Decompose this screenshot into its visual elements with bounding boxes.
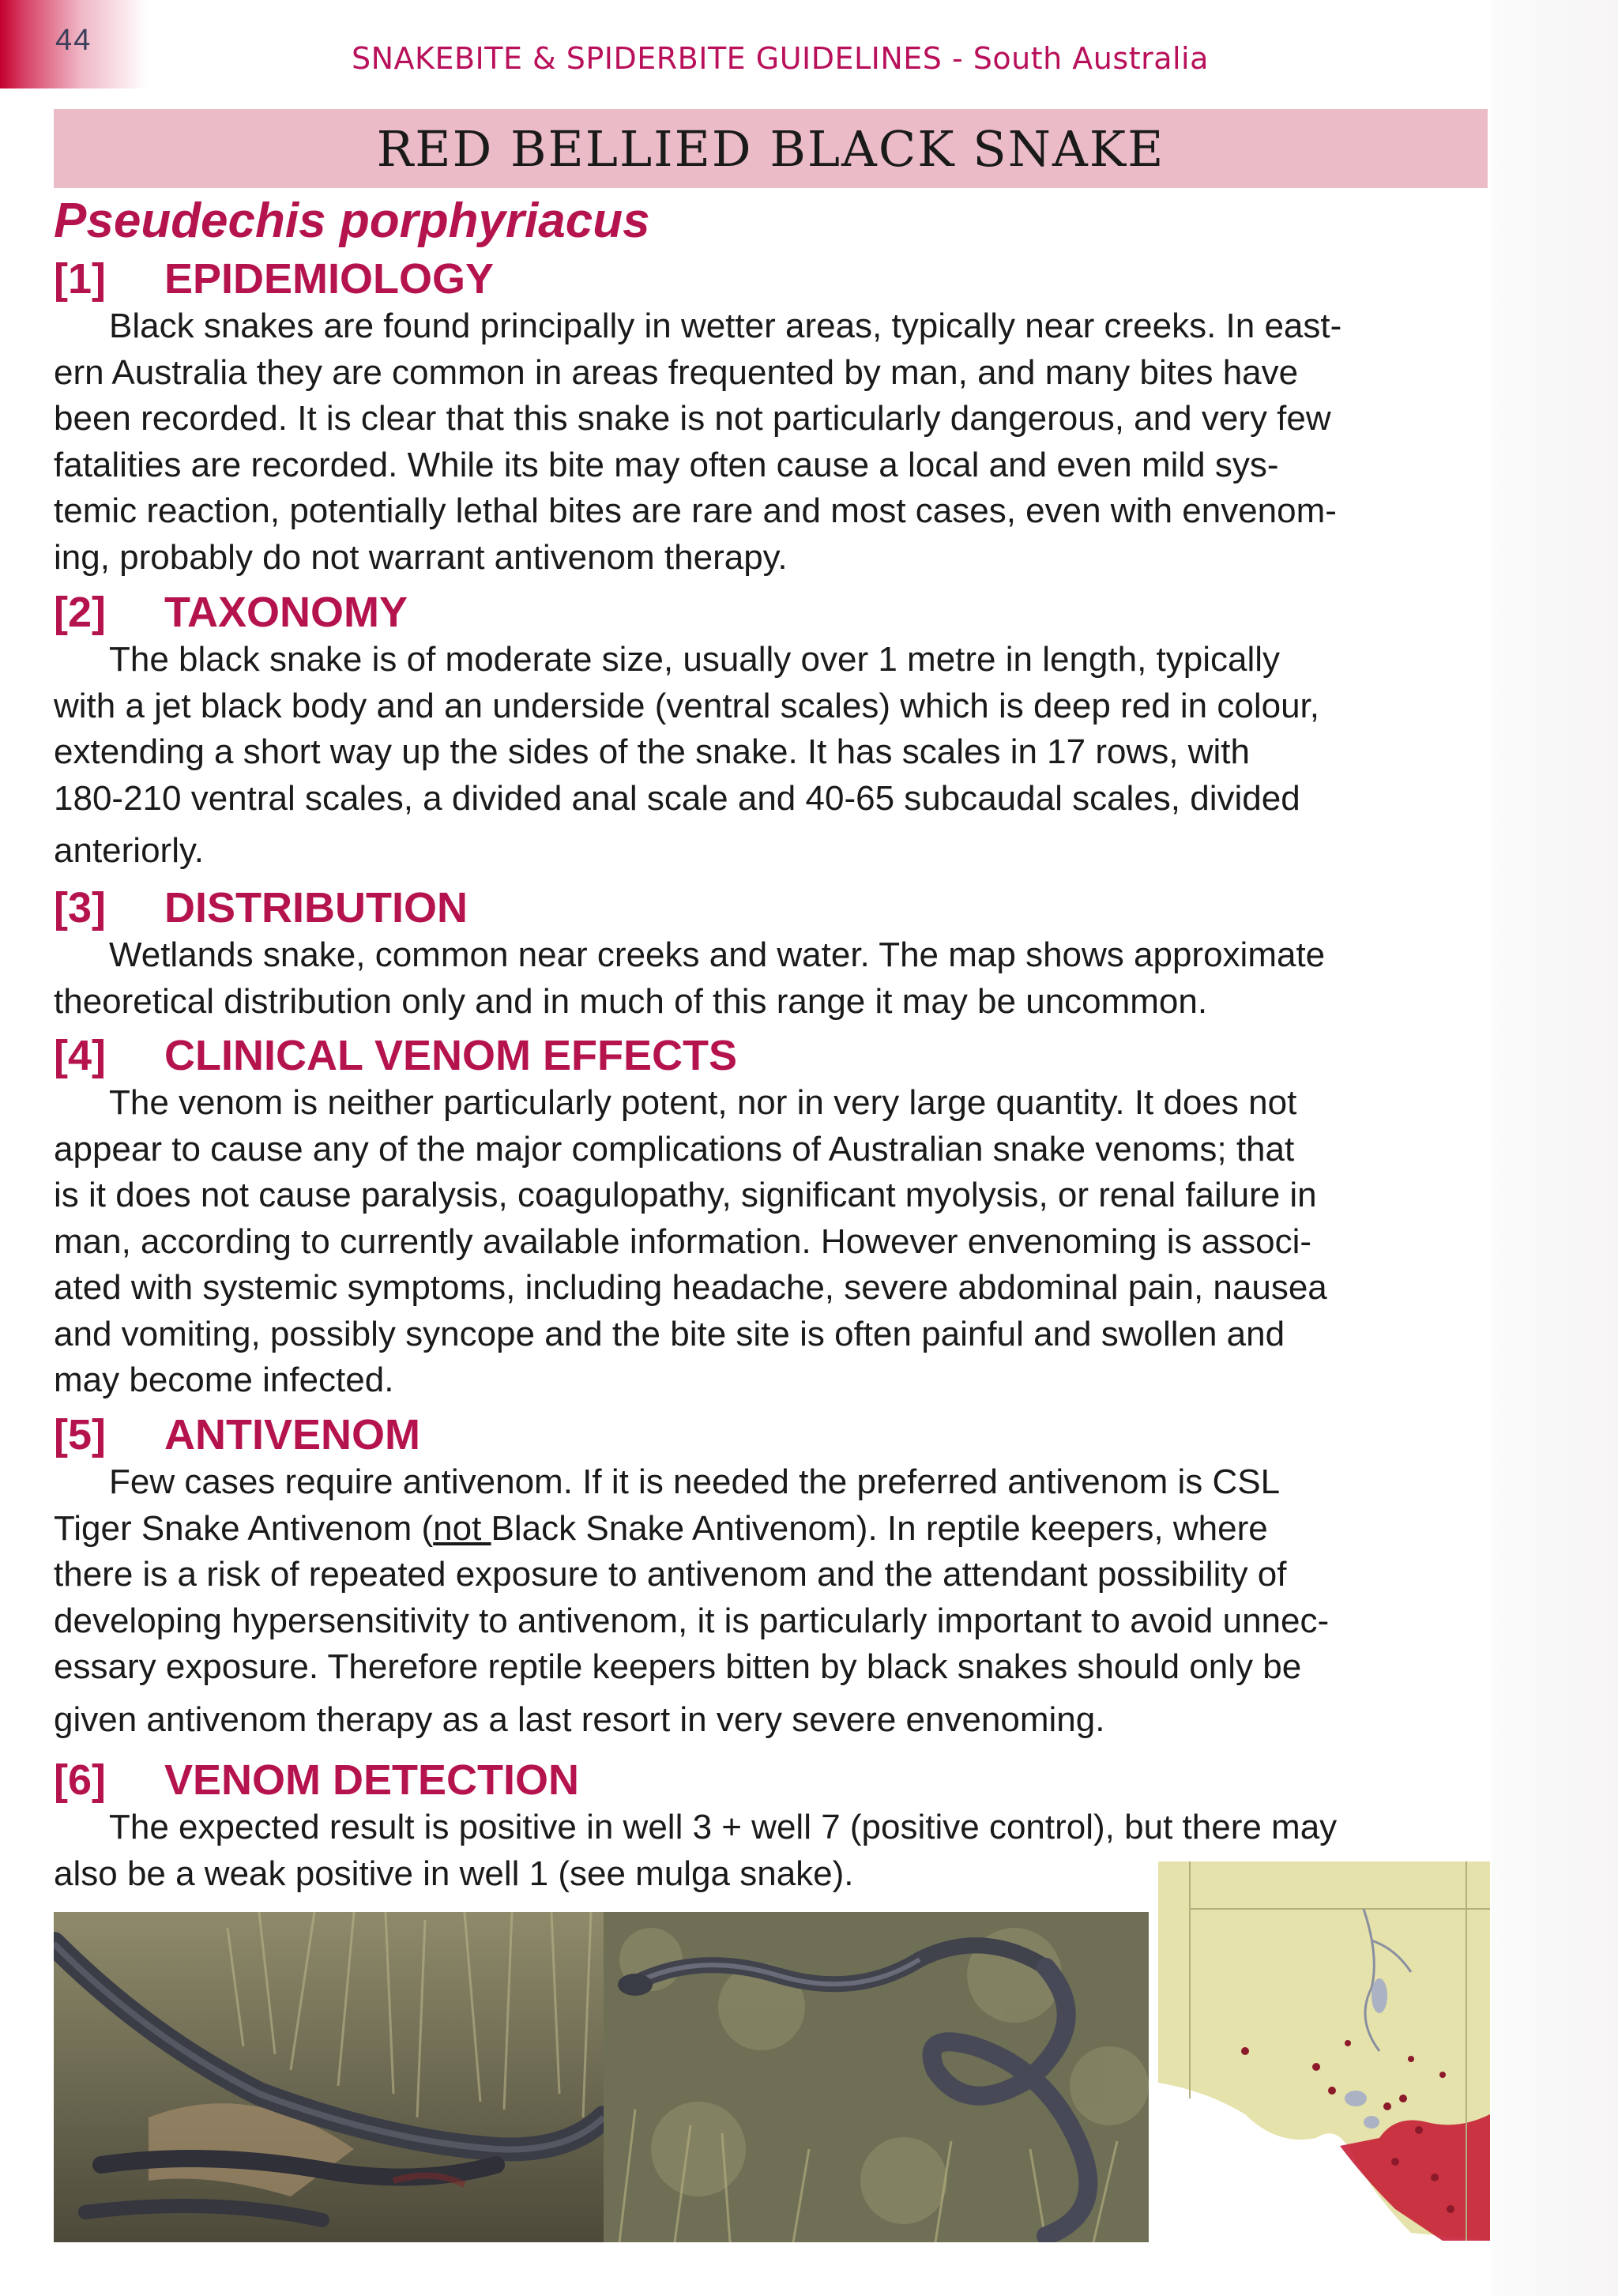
text-segment: Tiger Snake Antivenom ( [54,1508,434,1548]
text-line: man, according to currently available information. However envenoming is associ- [54,1221,1312,1261]
running-header: SNAKEBITE & SPIDERBITE GUIDELINES - South Australia [352,41,1209,76]
section-paragraph [54,1459,1492,1743]
text-line: 180-210 ventral scales, a divided anal scale and 40-65 subcaudal scales, divided [54,778,1300,818]
section-number: [1] [54,255,106,303]
page-title: RED BELLIED BLACK SNAKE [376,120,1165,178]
section-number: [3] [54,884,106,932]
section-paragraph [54,932,1492,1025]
species-name: Pseudechis porphyriacus [54,194,650,248]
text-line: given antivenom therapy as a last resort in very severe envenoming. [54,1699,1105,1739]
section-heading [54,588,1492,637]
section-number: [2] [54,589,106,636]
section-clinical-venom-effects [54,1031,1492,1404]
section-number: [5] [54,1411,106,1459]
text-line: The venom is neither particularly potent, nor in very large quantity. It does not [109,1083,1297,1122]
snake-photo-1 [54,1912,604,2242]
section-number: [4] [54,1032,106,1079]
text-line: with a jet black body and an underside (ventral scales) which is deep red in colour, [54,686,1320,725]
section-heading [54,1410,1492,1459]
text-line: theoretical distribution only and in much of this range it may be uncommon. [54,981,1208,1021]
text-line: Wetlands snake, common near creeks and water. The map shows approximate [109,935,1326,974]
text-line: been recorded. It is clear that this snake is not particularly dangerous, and very few [54,399,1331,438]
title-band [54,109,1488,188]
section-heading [54,254,1492,303]
section-number: [6] [54,1756,106,1804]
text-line: is it does not cause paralysis, coagulopathy, significant myolysis, or renal failure in [54,1176,1317,1214]
section-title: ANTIVENOM [164,1411,420,1459]
section-paragraph [54,1080,1492,1404]
text-line: developing hypersensitivity to antivenom, it is particularly important to avoid unnec- [54,1601,1330,1640]
text-line: ated with systemic symptoms, including headache, severe abdominal pain, nausea [54,1268,1327,1307]
distribution-map [1158,1861,1490,2241]
page-margin-strip [1492,0,1618,2296]
page-number-tab [0,0,147,88]
text-line: anteriorly. [54,831,204,870]
text-line: ern Australia they are common in areas frequented by man, and many bites have [54,352,1299,392]
text-line: essary exposure. Therefore reptile keepers bitten by black snakes should only be [54,1647,1302,1686]
emphasis-not: not [433,1508,491,1548]
snake-photo-2 [604,1912,1149,2242]
text-line [54,1506,1492,1553]
text-line: and vomiting, possibly syncope and the bite site is often painful and swollen and [54,1314,1285,1353]
section-epidemiology [54,254,1492,581]
text-line: The expected result is positive in well 3 + well 7 (positive control), but there may [109,1808,1338,1846]
section-heading [54,883,1492,932]
section-antivenom [54,1410,1492,1743]
section-title: DISTRIBUTION [164,884,468,932]
text-line: ing, probably do not warrant antivenom therapy. [54,537,788,577]
text-line: Few cases require antivenom. If it is needed the preferred antivenom is CSL [109,1462,1281,1501]
section-heading [54,1756,1492,1805]
section-title: VENOM DETECTION [164,1756,580,1804]
page-number: 44 [55,24,92,57]
section-title: TAXONOMY [164,589,408,636]
section-taxonomy [54,588,1492,875]
text-line: extending a short way up the sides of the snake. It has scales in 17 rows, with [54,732,1250,771]
text-line: fatalities are recorded. While its bite may often cause a local and even mild sys- [54,445,1279,484]
section-paragraph [54,637,1492,875]
section-heading [54,1031,1492,1080]
text-line: temic reaction, potentially lethal bites are rare and most cases, even with envenom- [54,491,1337,530]
section-paragraph [54,303,1492,581]
text-line: also be a weak positive in well 1 (see mulga snake). [54,1854,854,1893]
section-title: EPIDEMIOLOGY [164,255,495,303]
text-line: there is a risk of repeated exposure to antivenom and the attendant possibility of [54,1555,1287,1594]
section-distribution [54,883,1492,1025]
text-line: The black snake is of moderate size, usually over 1 metre in length, typically [109,640,1281,679]
text-segment: Black Snake Antivenom). In reptile keepers, where [491,1508,1268,1548]
text-line: may become infected. [54,1361,394,1399]
text-line: Black snakes are found principally in wetter areas, typically near creeks. In east- [109,307,1342,345]
section-title: CLINICAL VENOM EFFECTS [164,1032,738,1079]
text-line: appear to cause any of the major complications of Australian snake venoms; that [54,1129,1295,1169]
